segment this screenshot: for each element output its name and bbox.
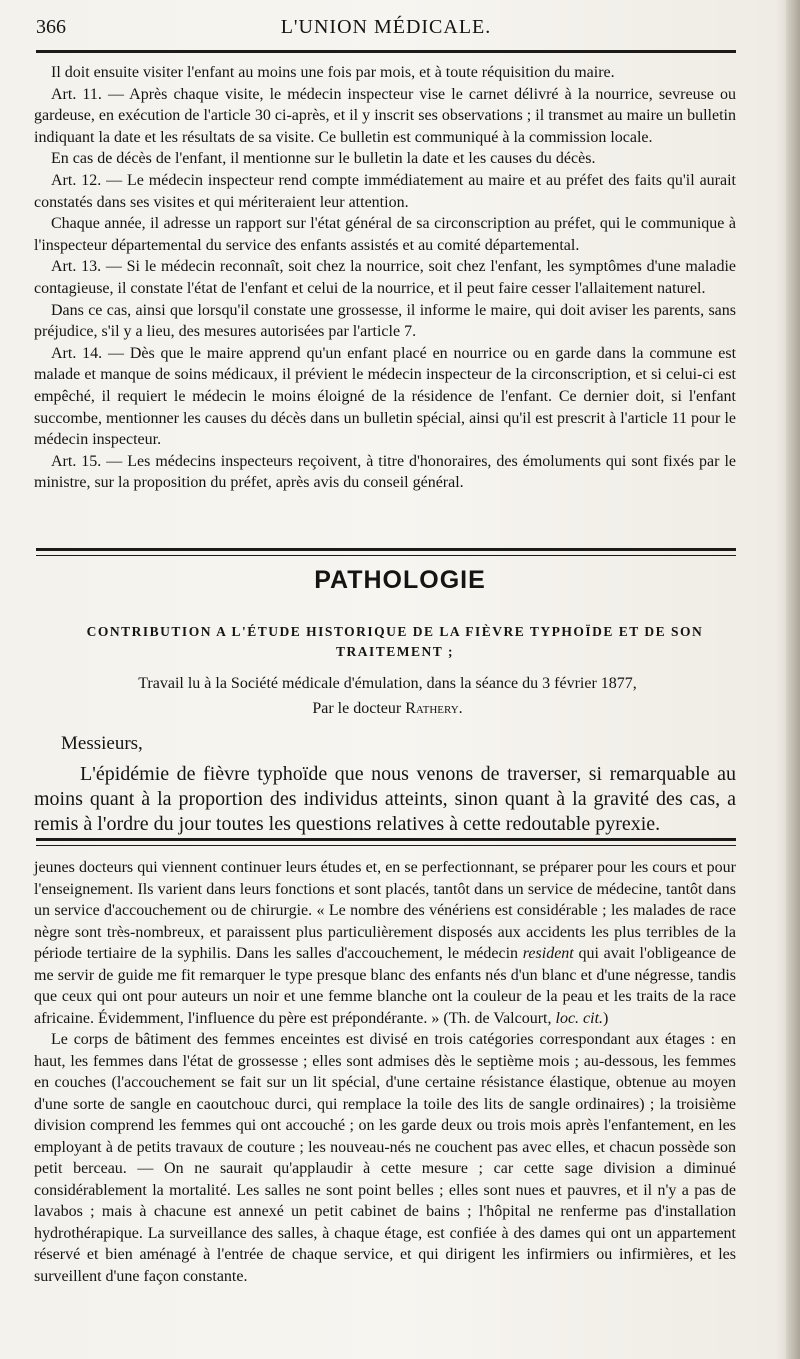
paragraph: En cas de décès de l'enfant, il mentionne sur le bulletin la date et les causes du décès.: [51, 150, 596, 168]
author-name: Rathery.: [405, 700, 463, 717]
running-title: L'UNION MÉDICALE.: [280, 16, 492, 38]
article-text: — Si le médecin reconnaît, soit chez la nourrice, soit chez l'enfant, les symptômes d'une maladie contagieuse, il constate l'état de l'enfant et celui de la nourrice, et il peut faire cesser l'allaitement naturel.: [34, 258, 737, 297]
article-paragraph: [34, 170, 736, 213]
paragraph: [34, 857, 736, 1029]
paragraph: Chaque année, il adresse un rapport sur l'état général de sa circonscription au préfet, qui le communique à l'inspecteur départemental du service des enfants assistés et au comité départemental.: [34, 215, 736, 254]
salutation: Messieurs,: [61, 733, 143, 754]
author-prefix: Par le docteur: [312, 700, 406, 717]
page-edge-shadow: [786, 0, 800, 1359]
section-rule-top: [36, 548, 736, 551]
section-title: PATHOLOGIE: [314, 566, 486, 594]
article-text: — Le médecin inspecteur rend compte immédiatement au maire et au préfet des faits qu'il aurait constatés dans ses visites et qui mériteraient leur attention.: [34, 171, 737, 211]
page-header: [36, 10, 736, 42]
intro-paragraph: L'épidémie de fièvre typhoïde que nous venons de traverser, si remarquable au moins quant à la proportion des individus atteints, sinon quant à la gravité des cas, a remis à l'ordre du jour toutes les questions relatives à cette redoutable pyrexie.: [34, 763, 736, 835]
paragraph: Il doit ensuite visiter l'enfant au moins une fois par mois, et à toute réquisition du maire.: [51, 64, 615, 81]
section-rule-bottom: [36, 838, 736, 841]
author-line: [0, 700, 775, 718]
page-number: 366: [36, 16, 66, 38]
article-paragraph: [34, 343, 736, 451]
read-note: Travail lu à la Société médicale d'émulation, dans la séance du 3 février 1877,: [138, 675, 637, 692]
article-text: — Dès que le maire apprend qu'un enfant placé en nourrice ou en garde dans la commune est malade et manque de soins médicaux, il prévient le médecin inspecteur de la circonscription, et si celui-ci est empêché, il requiert le médecin le moins éloigné de la résidence de l'enfant. Ce dernier doit, si l'enfant succombe, mentionner les causes du décès dans un bulletin spécial, ainsi qu'il est prescrit à l'article 11 pour le médecin inspecteur.: [34, 344, 737, 449]
top-section: [34, 62, 736, 494]
text-run: jeunes docteurs qui viennent continuer leurs études et, en se perfectionnant, se préparer pour les cours et pour l'enseignement. Ils varient dans leurs fonctions et sont placés, tantôt dans un service de médecine, tantôt dans un service d'accouchement ou de chirurgie. « Le nombre des vénériens est considérable ; les malades de race nègre sont très-nombreux, et paraissent plus particulièrement disposés aux accidents les plus terribles de la période tertiaire de la syphilis. Dans les salles d'accouchement, le médecin: [34, 859, 736, 962]
article-paragraph: [34, 451, 736, 494]
paragraph: Le corps de bâtiment des femmes enceintes est divisé en trois catégories correspondant aux étages : en haut, les femmes dans l'état de grossesse ; elles sont admises dès le septième mois ; au-dessous, les femmes en couches (l'accouchement se fait sur un lit spécial, d'une certaine résistance élastique, obtenue au moyen d'une sorte de sangle en caoutchouc durci, qui remplace la toile des lits de sangle ordinaires) ; la troisième division comprend les femmes qui ont accouché ; on les garde deux ou trois mois après l'enfantement, en les employant à de petits travaux de couture ; les nouveau-nés ne couchent pas avec elles, et chacun possède son petit berceau. — On ne saurait qu'applaudir à cette mesure ; car cette sage division a diminué considérablement la mortalité. Les salles ne sont point belles ; elles sont nues et pauvres, et il n'y a pas de lavabos ; mais à chacune est annexé un petit cabinet de bains ; l'hôpital ne renferme pas d'installation hydrothérapique. La surveillance des salles, à chaque étage, est confiée à des dames qui ont un appartement réservé et bien aménagé à l'entrée de chaque service, et qui dirigent les infirmiers ou infirmières, et les surveillent d'une façon constante.: [34, 1031, 736, 1285]
lower-section: [34, 857, 736, 1287]
article-paragraph: [34, 84, 736, 149]
article-number: Art. 12.: [51, 171, 102, 189]
article-number: Art. 15.: [51, 452, 102, 470]
paragraph: Dans ce cas, ainsi que lorsqu'il constate une grossesse, il informe le maire, qui doit aviser les parents, sans préjudice, s'il y a lieu, des mesures autorisées par l'article 7.: [34, 301, 736, 341]
article-paragraph: [34, 256, 736, 299]
article-number: Art. 13.: [51, 258, 102, 276]
article-title: CONTRIBUTION A L'ÉTUDE HISTORIQUE DE LA FIÈVRE TYPHOÏDE ET DE SON TRAITEMENT ;: [86, 624, 704, 659]
text-run: ): [603, 1009, 609, 1027]
article-text: — Après chaque visite, le médecin inspecteur vise le carnet délivré à la nourrice, sevreuse ou gardeuse, en exécution de l'article 30 ci-après, et il y inscrit ses observations ; il transmet au maire un bulletin indiquant la date et les résultats de sa visite. Ce bulletin est communiqué à la commission locale.: [34, 85, 737, 146]
section-rule-top-thin: [36, 555, 736, 556]
article-number: Art. 11.: [51, 85, 102, 103]
section-rule-bottom-thin: [36, 845, 736, 846]
article-text: — Les médecins inspecteurs reçoivent, à titre d'honoraires, des émoluments qui sont fixés par le ministre, sur la proposition du préfet, après avis du conseil général.: [34, 452, 736, 492]
citation: loc. cit.: [555, 1009, 604, 1027]
text-run: qui avait l'obligeance de me servir de guide me fit remarquer le type presque blanc des enfants nés d'un blanc et d'une négresse, tandis que ceux qui ont pour auteurs un noir et une femme blanche ont la couleur de la peau et les traits de la race africaine. Évidemment, l'influence du père est prépondérante. » (Th. de Valcourt,: [34, 945, 737, 1027]
header-rule: [36, 50, 736, 53]
article-number: Art. 14.: [51, 344, 103, 362]
italic-word: resident: [522, 945, 574, 962]
